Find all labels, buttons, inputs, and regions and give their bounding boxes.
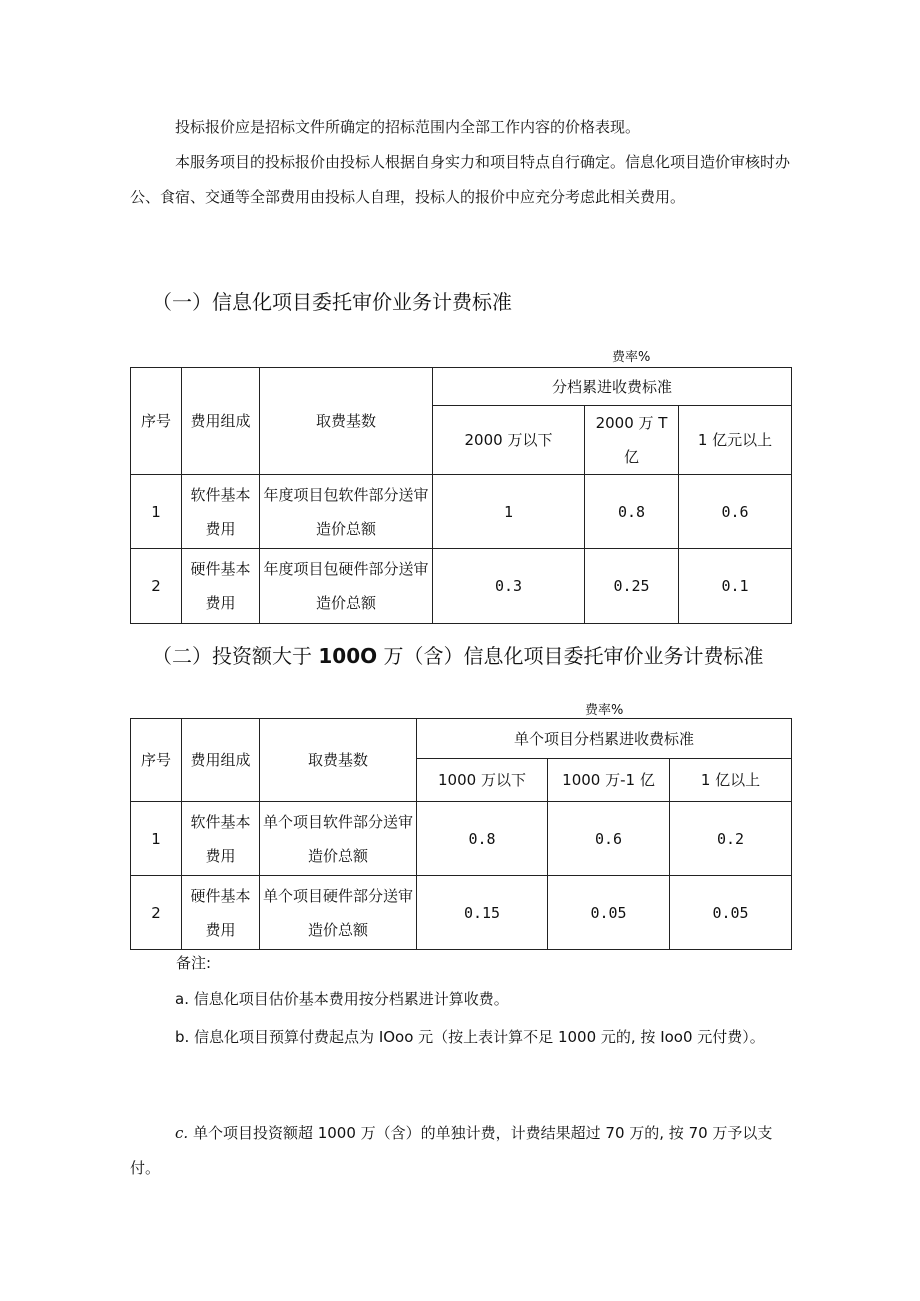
row-seq: 2: [131, 876, 182, 950]
intro-paragraph-1: 投标报价应是招标文件所确定的招标范围内全部工作内容的价格表现。: [175, 118, 641, 136]
row-rate: 0.6: [548, 802, 670, 876]
section-2-heading: [152, 640, 763, 669]
header-tier-group: 分档累进收费标准: [433, 368, 792, 406]
section-2-unit-label: 费率%: [585, 703, 624, 718]
row-component: 硬件基本费用: [182, 549, 260, 624]
section-2-heading-prefix: （二）投资额大于: [152, 644, 319, 668]
fee-table-2: [130, 718, 792, 950]
note-c: [130, 1116, 790, 1186]
note-b: b. 信息化项目预算付费起点为 IOoo 元（按上表计算不足 1000 元的, 按 Ioo0 元付费）。: [175, 1028, 765, 1046]
row-rate: 0.05: [548, 876, 670, 950]
row-rate: 0.25: [585, 549, 679, 624]
header-tier-2: 1000 万-1 亿: [548, 759, 670, 802]
row-base: 年度项目包软件部分送审造价总额: [260, 475, 433, 549]
header-component: 费用组成: [182, 719, 260, 802]
table-row: [131, 876, 792, 950]
header-tier-1: 2000 万以下: [433, 406, 585, 475]
section-2-heading-number: 100O: [318, 644, 378, 668]
row-rate: 0.1: [679, 549, 792, 624]
note-c-text: 单个项目投资额超 1000 万（含）的单独计费，计费结果超过 70 万的, 按 70 万予以支付。: [130, 1124, 773, 1177]
intro-paragraph-2: 本服务项目的投标报价由投标人根据自身实力和项目特点自行确定。信息化项目造价审核时办公、食宿、交通等全部费用由投标人自理，投标人的报价中应充分考虑此相关费用。: [130, 153, 791, 206]
row-rate: 0.2: [670, 802, 792, 876]
row-rate: 0.05: [670, 876, 792, 950]
note-c-marker: c.: [175, 1124, 189, 1142]
row-rate: 0.8: [417, 802, 548, 876]
section-1-unit-label: 费率%: [612, 350, 651, 365]
note-a: a. 信息化项目估价基本费用按分档累进计算收费。: [175, 990, 509, 1008]
row-base: 单个项目硬件部分送审造价总额: [260, 876, 417, 950]
row-rate: 0.6: [679, 475, 792, 549]
row-base: 单个项目软件部分送审造价总额: [260, 802, 417, 876]
row-seq: 1: [131, 475, 182, 549]
table-row: [131, 475, 792, 549]
section-2-heading-suffix: 万（含）信息化项目委托审价业务计费标准: [377, 644, 764, 668]
header-component: 费用组成: [182, 368, 260, 475]
header-seq: 序号: [131, 719, 182, 802]
fee-table-1: [130, 367, 792, 624]
table-row: [131, 802, 792, 876]
section-1-heading: （一）信息化项目委托审价业务计费标准: [152, 290, 512, 314]
header-tier-3: 1 亿以上: [670, 759, 792, 802]
table-row: [131, 549, 792, 624]
header-base: 取费基数: [260, 719, 417, 802]
row-base: 年度项目包硬件部分送审造价总额: [260, 549, 433, 624]
row-rate: 0.15: [417, 876, 548, 950]
header-tier-1: 1000 万以下: [417, 759, 548, 802]
header-tier-2: 2000 万 T 亿: [585, 406, 679, 475]
row-component: 软件基本费用: [182, 802, 260, 876]
row-rate: 0.3: [433, 549, 585, 624]
header-base: 取费基数: [260, 368, 433, 475]
row-seq: 2: [131, 549, 182, 624]
row-component: 硬件基本费用: [182, 876, 260, 950]
header-seq: 序号: [131, 368, 182, 475]
notes-title: 备注:: [176, 954, 212, 972]
header-tier-3: 1 亿元以上: [679, 406, 792, 475]
row-rate: 1: [433, 475, 585, 549]
row-component: 软件基本费用: [182, 475, 260, 549]
row-seq: 1: [131, 802, 182, 876]
header-tier-group: 单个项目分档累进收费标准: [417, 719, 792, 759]
row-rate: 0.8: [585, 475, 679, 549]
